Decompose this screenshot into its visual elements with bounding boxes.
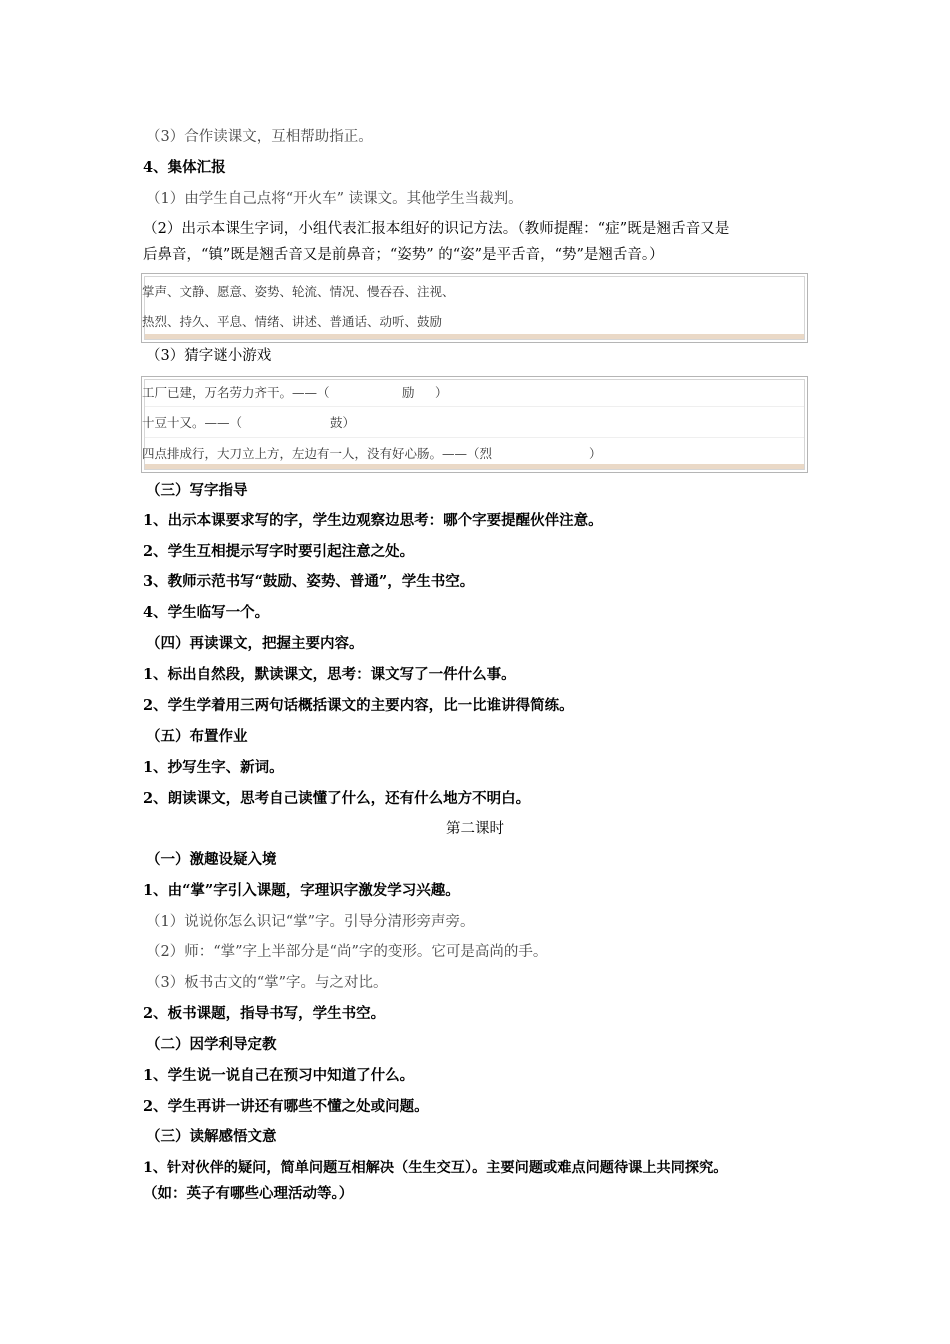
text-line: 3、教师示范书写“鼓励、姿势、普通”，学生书空。 bbox=[143, 573, 475, 590]
row-divider bbox=[145, 437, 804, 438]
section-heading: （五）布置作业 bbox=[146, 728, 248, 745]
table-bottom-strip bbox=[145, 334, 804, 339]
text-line: 2、学生再讲一讲还有哪些不懂之处或问题。 bbox=[143, 1098, 429, 1115]
section-heading: （三）读解感悟文意 bbox=[146, 1128, 277, 1145]
vocabulary-table bbox=[141, 273, 808, 343]
text-line: （3）板书古文的“掌”字。与之对比。 bbox=[146, 975, 388, 991]
text-line: 1、抄写生字、新词。 bbox=[143, 759, 284, 776]
text-line: 1、出示本课要求写的字，学生边观察边思考：哪个字要提醒伙伴注意。 bbox=[143, 512, 603, 529]
section-heading: 4、集体汇报 bbox=[143, 159, 226, 176]
riddle-answer: 励 bbox=[402, 385, 415, 400]
riddle-answer: 鼓） bbox=[330, 415, 356, 430]
riddle-paren: ） bbox=[589, 446, 602, 461]
text-line: 2、朗读课文，思考自己读懂了什么，还有什么地方不明白。 bbox=[143, 790, 531, 807]
text-line: 1、由“掌”字引入课题，字理识字激发学习兴趣。 bbox=[143, 882, 460, 899]
text-line: 4、学生临写一个。 bbox=[143, 604, 270, 621]
text-line: 1、标出自然段，默读课文，思考：课文写了一件什么事。 bbox=[143, 666, 516, 683]
table-bottom-strip bbox=[145, 464, 804, 469]
riddle-table bbox=[141, 376, 808, 473]
text-line: （2）师：“掌”字上半部分是“尚”字的变形。它可是高尚的手。 bbox=[146, 944, 548, 960]
text-line: （3）合作读课文，互相帮助指正。 bbox=[146, 129, 373, 145]
riddle-row: 十豆十又。——（ bbox=[142, 415, 243, 430]
riddle-row: 工厂已建，万名劳力齐干。——（ bbox=[142, 385, 330, 400]
section-heading: （二）因学利导定教 bbox=[146, 1036, 277, 1053]
vocabulary-row: 掌声、文静、愿意、姿势、轮流、情况、慢吞吞、注视、 bbox=[142, 284, 455, 299]
text-line: 1、针对伙伴的疑问，简单问题互相解决（生生交互）。主要问题或难点问题待课上共同探究。 bbox=[143, 1160, 728, 1176]
text-line: （如：英子有哪些心理活动等。） bbox=[143, 1185, 354, 1202]
text-line: （1）由学生自己点将“开火车” 读课文。其他学生当裁判。 bbox=[146, 191, 523, 207]
section-heading: （三）写字指导 bbox=[146, 482, 248, 499]
vocabulary-row: 热烈、持久、平息、情绪、讲述、普通话、动听、鼓励 bbox=[142, 314, 443, 329]
section-heading: （四）再读课文，把握主要内容。 bbox=[146, 635, 364, 652]
text-line: 2、学生学着用三两句话概括课文的主要内容，比一比谁讲得简练。 bbox=[143, 697, 574, 714]
text-line: （3）猜字谜小游戏 bbox=[146, 348, 272, 364]
text-line: （2）出示本课生字词，小组代表汇报本组好的识记方法。（教师提醒：“症”既是翘舌音又是 bbox=[143, 221, 730, 237]
section-heading: （一）激趣设疑入境 bbox=[146, 851, 277, 868]
row-divider bbox=[145, 406, 804, 407]
text-line: 1、学生说一说自己在预习中知道了什么。 bbox=[143, 1067, 415, 1084]
text-line: 后鼻音，“镇”既是翘舌音又是前鼻音；“姿势” 的“姿”是平舌音，“势”是翘舌音。） bbox=[143, 247, 664, 263]
riddle-paren: ） bbox=[435, 385, 448, 400]
lesson-title: 第二课时 bbox=[446, 821, 504, 837]
riddle-row: 四点排成行，大刀立上方，左边有一人，没有好心肠。——（烈 bbox=[142, 446, 493, 461]
text-line: 2、板书课题，指导书写，学生书空。 bbox=[143, 1005, 386, 1022]
text-line: （1）说说你怎么识记“掌”字。引导分清形旁声旁。 bbox=[146, 914, 475, 930]
text-line: 2、学生互相提示写字时要引起注意之处。 bbox=[143, 543, 415, 560]
